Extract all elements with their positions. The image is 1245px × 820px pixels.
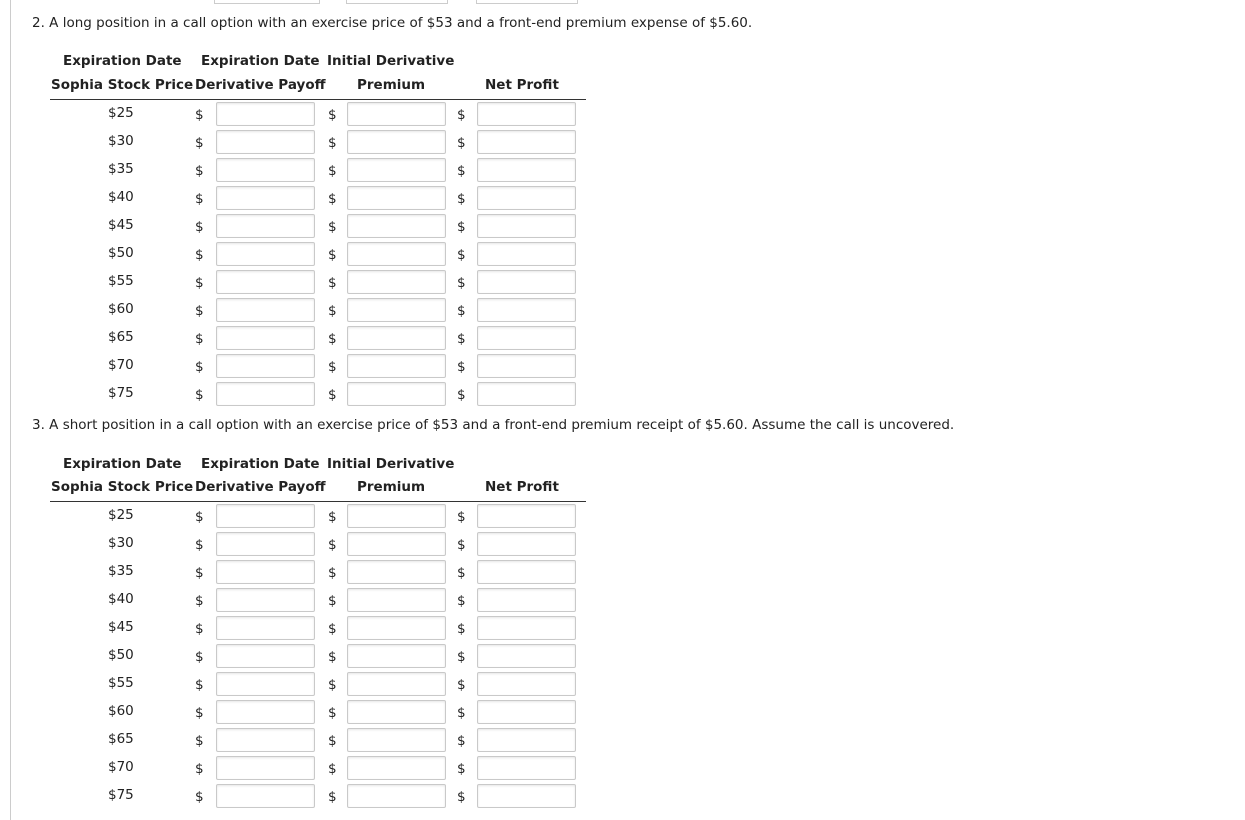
- payoff-input[interactable]: [216, 158, 315, 182]
- premium-input[interactable]: [347, 728, 446, 752]
- stock-price-cell: $75: [108, 385, 134, 401]
- dollar-sign: $: [328, 107, 337, 123]
- dollar-sign: $: [195, 537, 204, 553]
- header-initial-derivative: Initial Derivative: [327, 53, 455, 69]
- premium-input[interactable]: [347, 504, 446, 528]
- payoff-input[interactable]: [216, 588, 315, 612]
- dollar-sign: $: [195, 733, 204, 749]
- dollar-sign: $: [457, 733, 466, 749]
- header-sophia-stock-price: Sophia Stock Price: [51, 77, 194, 93]
- payoff-input[interactable]: [216, 644, 315, 668]
- dollar-sign: $: [195, 303, 204, 319]
- dollar-sign: $: [195, 565, 204, 581]
- stock-price-cell: $70: [108, 357, 134, 373]
- premium-input[interactable]: [347, 326, 446, 350]
- stock-price-cell: $40: [108, 189, 134, 205]
- payoff-input[interactable]: [216, 186, 315, 210]
- stock-price-cell: $60: [108, 301, 134, 317]
- dollar-sign: $: [457, 303, 466, 319]
- stock-price-cell: $45: [108, 619, 134, 635]
- dollar-sign: $: [457, 163, 466, 179]
- dollar-sign: $: [328, 275, 337, 291]
- header-initial-derivative: Initial Derivative: [327, 456, 455, 472]
- dollar-sign: $: [457, 107, 466, 123]
- dollar-sign: $: [457, 677, 466, 693]
- payoff-input[interactable]: [216, 700, 315, 724]
- net-profit-input[interactable]: [477, 700, 576, 724]
- header-premium: Premium: [357, 479, 426, 495]
- dollar-sign: $: [328, 705, 337, 721]
- header-sophia-stock-price: Sophia Stock Price: [51, 479, 194, 495]
- premium-input[interactable]: [347, 784, 446, 808]
- dollar-sign: $: [328, 303, 337, 319]
- dollar-sign: $: [195, 621, 204, 637]
- net-profit-input[interactable]: [477, 588, 576, 612]
- payoff-input[interactable]: [216, 784, 315, 808]
- dollar-sign: $: [328, 537, 337, 553]
- stock-price-cell: $30: [108, 535, 134, 551]
- dollar-sign: $: [195, 247, 204, 263]
- stock-price-cell: $70: [108, 759, 134, 775]
- stock-price-cell: $55: [108, 675, 134, 691]
- header-premium: Premium: [357, 77, 426, 93]
- header-expiration-date: Expiration Date: [63, 456, 182, 472]
- net-profit-input[interactable]: [477, 616, 576, 640]
- dollar-sign: $: [457, 247, 466, 263]
- dollar-sign: $: [328, 733, 337, 749]
- dollar-sign: $: [457, 621, 466, 637]
- dollar-sign: $: [328, 789, 337, 805]
- net-profit-input[interactable]: [477, 672, 576, 696]
- dollar-sign: $: [457, 331, 466, 347]
- payoff-input[interactable]: [216, 616, 315, 640]
- net-profit-input[interactable]: [477, 756, 576, 780]
- dollar-sign: $: [195, 331, 204, 347]
- payoff-input[interactable]: [216, 504, 315, 528]
- dollar-sign: $: [457, 275, 466, 291]
- net-profit-input[interactable]: [477, 354, 576, 378]
- dollar-sign: $: [457, 359, 466, 375]
- payoff-input[interactable]: [216, 298, 315, 322]
- net-profit-input[interactable]: [477, 186, 576, 210]
- header-underline: [50, 501, 586, 502]
- premium-input[interactable]: [347, 214, 446, 238]
- dollar-sign: $: [457, 761, 466, 777]
- dollar-sign: $: [195, 387, 204, 403]
- dollar-sign: $: [328, 359, 337, 375]
- dollar-sign: $: [328, 509, 337, 525]
- net-profit-input[interactable]: [477, 644, 576, 668]
- dollar-sign: $: [195, 761, 204, 777]
- dollar-sign: $: [195, 219, 204, 235]
- dollar-sign: $: [195, 509, 204, 525]
- stock-price-cell: $50: [108, 245, 134, 261]
- previous-field-bottom-edge: [476, 0, 578, 4]
- header-derivative-payoff: Derivative Payoff: [195, 77, 326, 93]
- premium-input[interactable]: [347, 532, 446, 556]
- dollar-sign: $: [457, 649, 466, 665]
- dollar-sign: $: [328, 331, 337, 347]
- payoff-input[interactable]: [216, 532, 315, 556]
- premium-input[interactable]: [347, 130, 446, 154]
- question-prompt: 2. A long position in a call option with an exercise price of $53 and a front-end premium expense of $5.60.: [32, 15, 753, 31]
- header-expiration-date: Expiration Date: [201, 456, 320, 472]
- net-profit-input[interactable]: [477, 242, 576, 266]
- premium-input[interactable]: [347, 700, 446, 724]
- header-underline: [50, 99, 586, 100]
- payoff-input[interactable]: [216, 672, 315, 696]
- dollar-sign: $: [457, 135, 466, 151]
- dollar-sign: $: [328, 135, 337, 151]
- dollar-sign: $: [195, 107, 204, 123]
- dollar-sign: $: [457, 705, 466, 721]
- net-profit-input[interactable]: [477, 784, 576, 808]
- dollar-sign: $: [457, 565, 466, 581]
- header-net-profit: Net Profit: [485, 479, 559, 495]
- payoff-input[interactable]: [216, 756, 315, 780]
- net-profit-input[interactable]: [477, 158, 576, 182]
- stock-price-cell: $65: [108, 329, 134, 345]
- dollar-sign: $: [195, 135, 204, 151]
- net-profit-input[interactable]: [477, 298, 576, 322]
- premium-input[interactable]: [347, 354, 446, 378]
- premium-input[interactable]: [347, 102, 446, 126]
- header-expiration-date: Expiration Date: [201, 53, 320, 69]
- payoff-input[interactable]: [216, 102, 315, 126]
- stock-price-cell: $30: [108, 133, 134, 149]
- dollar-sign: $: [328, 163, 337, 179]
- stock-price-cell: $35: [108, 563, 134, 579]
- net-profit-input[interactable]: [477, 560, 576, 584]
- net-profit-input[interactable]: [477, 130, 576, 154]
- stock-price-cell: $55: [108, 273, 134, 289]
- dollar-sign: $: [328, 565, 337, 581]
- stock-price-cell: $65: [108, 731, 134, 747]
- dollar-sign: $: [457, 537, 466, 553]
- dollar-sign: $: [195, 677, 204, 693]
- stock-price-cell: $75: [108, 787, 134, 803]
- stock-price-cell: $25: [108, 105, 134, 121]
- stock-price-cell: $40: [108, 591, 134, 607]
- previous-field-bottom-edge: [346, 0, 448, 4]
- premium-input[interactable]: [347, 756, 446, 780]
- net-profit-input[interactable]: [477, 504, 576, 528]
- stock-price-cell: $35: [108, 161, 134, 177]
- dollar-sign: $: [195, 789, 204, 805]
- dollar-sign: $: [328, 219, 337, 235]
- dollar-sign: $: [457, 219, 466, 235]
- net-profit-input[interactable]: [477, 532, 576, 556]
- payoff-input[interactable]: [216, 728, 315, 752]
- net-profit-input[interactable]: [477, 326, 576, 350]
- stock-price-cell: $45: [108, 217, 134, 233]
- header-net-profit: Net Profit: [485, 77, 559, 93]
- dollar-sign: $: [457, 191, 466, 207]
- payoff-input[interactable]: [216, 270, 315, 294]
- dollar-sign: $: [195, 191, 204, 207]
- dollar-sign: $: [328, 677, 337, 693]
- dollar-sign: $: [195, 593, 204, 609]
- premium-input[interactable]: [347, 186, 446, 210]
- stock-price-cell: $50: [108, 647, 134, 663]
- net-profit-input[interactable]: [477, 270, 576, 294]
- dollar-sign: $: [328, 649, 337, 665]
- net-profit-input[interactable]: [477, 382, 576, 406]
- dollar-sign: $: [195, 359, 204, 375]
- premium-input[interactable]: [347, 298, 446, 322]
- net-profit-input[interactable]: [477, 102, 576, 126]
- dollar-sign: $: [328, 191, 337, 207]
- dollar-sign: $: [328, 593, 337, 609]
- dollar-sign: $: [457, 593, 466, 609]
- dollar-sign: $: [195, 649, 204, 665]
- premium-input[interactable]: [347, 644, 446, 668]
- premium-input[interactable]: [347, 588, 446, 612]
- header-derivative-payoff: Derivative Payoff: [195, 479, 326, 495]
- premium-input[interactable]: [347, 672, 446, 696]
- premium-input[interactable]: [347, 382, 446, 406]
- premium-input[interactable]: [347, 158, 446, 182]
- dollar-sign: $: [457, 387, 466, 403]
- previous-field-bottom-edge: [214, 0, 320, 4]
- dollar-sign: $: [195, 275, 204, 291]
- question-prompt: 3. A short position in a call option with an exercise price of $53 and a front-end premium receipt of $5.60. Assume the call is uncovered.: [32, 417, 955, 433]
- premium-input[interactable]: [347, 242, 446, 266]
- dollar-sign: $: [328, 761, 337, 777]
- dollar-sign: $: [457, 789, 466, 805]
- stock-price-cell: $25: [108, 507, 134, 523]
- dollar-sign: $: [457, 509, 466, 525]
- payoff-input[interactable]: [216, 354, 315, 378]
- payoff-input[interactable]: [216, 382, 315, 406]
- premium-input[interactable]: [347, 270, 446, 294]
- net-profit-input[interactable]: [477, 728, 576, 752]
- content-panel: [10, 0, 1231, 820]
- dollar-sign: $: [328, 387, 337, 403]
- dollar-sign: $: [328, 621, 337, 637]
- stock-price-cell: $60: [108, 703, 134, 719]
- payoff-input[interactable]: [216, 214, 315, 238]
- net-profit-input[interactable]: [477, 214, 576, 238]
- premium-input[interactable]: [347, 560, 446, 584]
- dollar-sign: $: [328, 247, 337, 263]
- premium-input[interactable]: [347, 616, 446, 640]
- payoff-input[interactable]: [216, 326, 315, 350]
- payoff-input[interactable]: [216, 560, 315, 584]
- payoff-input[interactable]: [216, 130, 315, 154]
- payoff-input[interactable]: [216, 242, 315, 266]
- dollar-sign: $: [195, 163, 204, 179]
- header-expiration-date: Expiration Date: [63, 53, 182, 69]
- dollar-sign: $: [195, 705, 204, 721]
